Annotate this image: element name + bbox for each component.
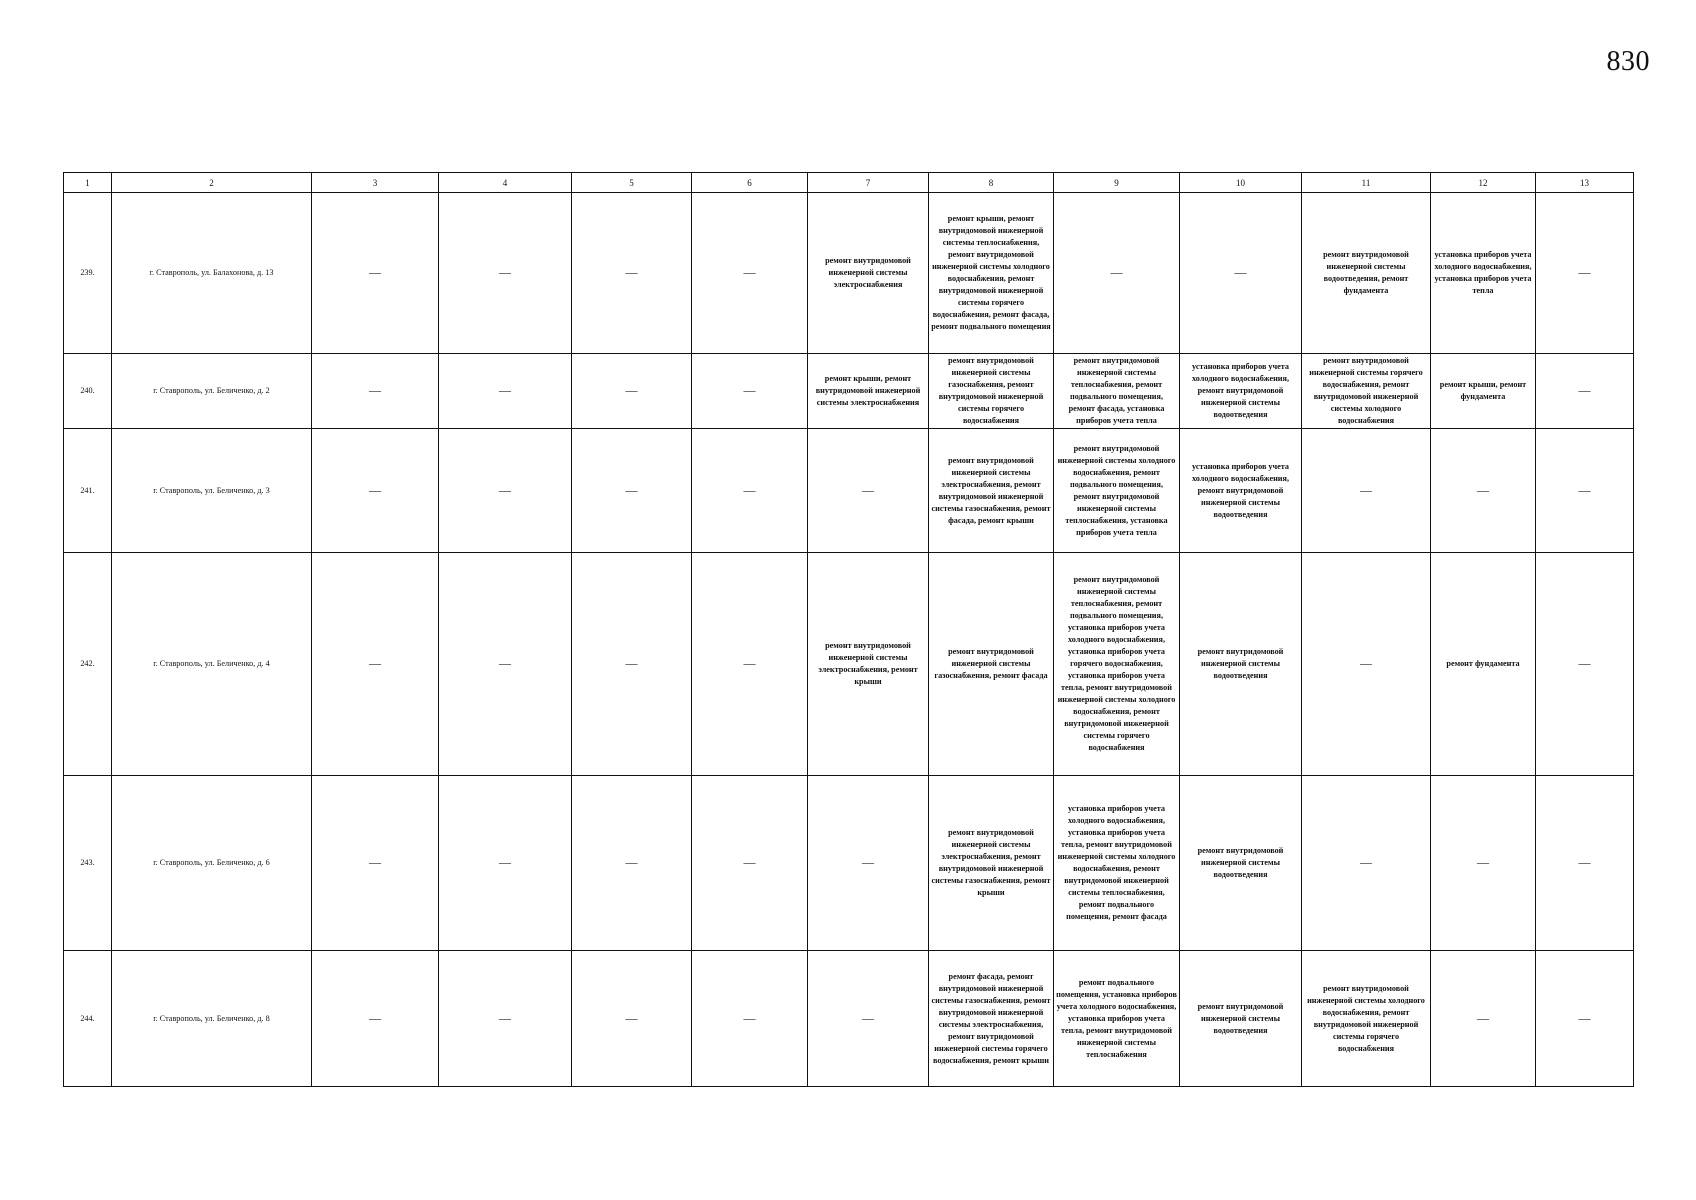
cell [572, 193, 692, 354]
cell [439, 193, 572, 354]
dash-mark: — [625, 855, 638, 869]
dash-mark: — [499, 1010, 511, 1025]
cell [312, 354, 439, 429]
cell [1536, 951, 1634, 1087]
address-cell: г. Ставрополь, ул. Беличенко, д. 6 [112, 776, 312, 951]
address-cell: г. Ставрополь, ул. Беличенко, д. 8 [112, 951, 312, 1087]
table-row [64, 354, 1634, 429]
dash-mark: — [1477, 482, 1489, 497]
dash-mark: — [743, 855, 756, 869]
cell [439, 951, 572, 1087]
dash-mark: — [1360, 482, 1372, 497]
cell [1431, 776, 1536, 951]
dash-mark: — [743, 482, 756, 497]
cell [692, 429, 808, 553]
column-header: 3 [312, 173, 439, 193]
page-number: 830 [1606, 46, 1650, 77]
work-cell: ремонт внутридомовой инженерной системы водоотведения, ремонт фундамента [1302, 193, 1431, 354]
dash-mark: — [1578, 383, 1591, 397]
table-row [64, 429, 1634, 553]
row-number: 244. [64, 951, 112, 1087]
cell [1536, 193, 1634, 354]
cell [572, 776, 692, 951]
work-cell: ремонт внутридомовой инженерной системы горячего водоснабжения, ремонт внутридомовой инженерной системы холодного водоснабжения [1302, 354, 1431, 429]
dash-mark: — [369, 265, 381, 279]
row-number: 241. [64, 429, 112, 553]
cell [1431, 429, 1536, 553]
dash-mark: — [862, 1010, 874, 1025]
cell [692, 951, 808, 1087]
cell [1302, 553, 1431, 776]
cell [312, 193, 439, 354]
dash-mark: — [743, 265, 756, 279]
cell [1536, 429, 1634, 553]
cell [312, 776, 439, 951]
column-header: 13 [1536, 173, 1634, 193]
cell [572, 553, 692, 776]
dash-mark: — [369, 855, 381, 869]
column-header: 7 [808, 173, 929, 193]
dash-mark: — [1477, 855, 1489, 869]
address-cell: г. Ставрополь, ул. Беличенко, д. 4 [112, 553, 312, 776]
work-cell: установка приборов учета холодного водоснабжения, ремонт внутридомовой инженерной системы водоотведения [1180, 429, 1302, 553]
cell [439, 429, 572, 553]
row-number: 243. [64, 776, 112, 951]
dash-mark: — [1360, 656, 1372, 670]
cell [1180, 193, 1302, 354]
table-row [64, 776, 1634, 951]
work-cell: ремонт подвального помещения, установка приборов учета холодного водоснабжения, установка приборов учета тепла, ремонт внутридомовой инженерной системы теплоснабжения [1054, 951, 1180, 1087]
cell [572, 354, 692, 429]
work-cell: ремонт внутридомовой инженерной системы электроснабжения [808, 193, 929, 354]
cell [439, 354, 572, 429]
cell [1302, 776, 1431, 951]
table-row [64, 193, 1634, 354]
work-cell: ремонт крыши, ремонт внутридомовой инженерной системы электроснабжения [808, 354, 929, 429]
cell [439, 776, 572, 951]
cell [692, 553, 808, 776]
repair-schedule-table [63, 172, 1634, 1087]
dash-mark: — [625, 482, 638, 497]
cell [692, 776, 808, 951]
address-cell: г. Ставрополь, ул. Беличенко, д. 3 [112, 429, 312, 553]
table-row [64, 553, 1634, 776]
column-header: 1 [64, 173, 112, 193]
work-cell: ремонт внутридомовой инженерной системы газоснабжения, ремонт фасада [929, 553, 1054, 776]
cell [692, 193, 808, 354]
dash-mark: — [369, 482, 381, 497]
cell [572, 951, 692, 1087]
work-cell: ремонт крыши, ремонт внутридомовой инженерной системы теплоснабжения, ремонт внутридомовой инженерной системы холодного водоснабжения, ремонт внутридомовой инженерной системы горячего водоснабжения, ремонт фасада, ремонт подвального помещения [929, 193, 1054, 354]
dash-mark: — [625, 1010, 638, 1025]
dash-mark: — [1360, 855, 1372, 869]
cell [312, 553, 439, 776]
work-cell: ремонт внутридомовой инженерной системы теплоснабжения, ремонт подвального помещения, ремонт фасада, установка приборов учета тепла [1054, 354, 1180, 429]
dash-mark: — [499, 656, 511, 670]
dash-mark: — [625, 265, 638, 279]
column-header: 6 [692, 173, 808, 193]
column-header: 8 [929, 173, 1054, 193]
work-cell: ремонт внутридомовой инженерной системы газоснабжения, ремонт внутридомовой инженерной системы горячего водоснабжения [929, 354, 1054, 429]
work-cell: ремонт внутридомовой инженерной системы водоотведения [1180, 776, 1302, 951]
work-cell: ремонт крыши, ремонт фундамента [1431, 354, 1536, 429]
dash-mark: — [1578, 1010, 1591, 1025]
dash-mark: — [369, 656, 381, 670]
column-header: 9 [1054, 173, 1180, 193]
cell [808, 429, 929, 553]
cell [572, 429, 692, 553]
work-cell: ремонт внутридомовой инженерной системы холодного водоснабжения, ремонт внутридомовой инженерной системы горячего водоснабжения [1302, 951, 1431, 1087]
dash-mark: — [625, 656, 638, 670]
cell [439, 553, 572, 776]
dash-mark: — [743, 656, 756, 670]
dash-mark: — [1578, 855, 1591, 869]
dash-mark: — [1477, 1010, 1489, 1025]
column-header: 4 [439, 173, 572, 193]
work-cell: ремонт внутридомовой инженерной системы теплоснабжения, ремонт подвального помещения, установка приборов учета холодного водоснабжения, установка приборов учета горячего водоснабжения, установка приборов учета тепла, ремонт внутридомовой инженерной системы холодного водоснабжения, ремонт внутридомовой инженерной системы горячего водоснабжения [1054, 553, 1180, 776]
work-cell: ремонт фасада, ремонт внутридомовой инженерной системы газоснабжения, ремонт внутридомовой инженерной системы электроснабжения, ремонт внутридомовой инженерной системы горячего водоснабжения, ремонт крыши [929, 951, 1054, 1087]
row-number: 239. [64, 193, 112, 354]
work-cell: ремонт внутридомовой инженерной системы водоотведения [1180, 951, 1302, 1087]
dash-mark: — [499, 265, 511, 279]
address-cell: г. Ставрополь, ул. Беличенко, д. 2 [112, 354, 312, 429]
column-header: 12 [1431, 173, 1536, 193]
work-cell: ремонт внутридомовой инженерной системы холодного водоснабжения, ремонт подвального помещения, ремонт внутридомовой инженерной системы теплоснабжения, установка приборов учета тепла [1054, 429, 1180, 553]
dash-mark: — [1578, 482, 1591, 497]
work-cell: установка приборов учета холодного водоснабжения, установка приборов учета тепла [1431, 193, 1536, 354]
column-header: 2 [112, 173, 312, 193]
dash-mark: — [499, 383, 511, 397]
cell [1431, 951, 1536, 1087]
cell [808, 951, 929, 1087]
table-header [64, 173, 1634, 193]
cell [808, 776, 929, 951]
cell [1536, 553, 1634, 776]
dash-mark: — [499, 855, 511, 869]
column-header: 5 [572, 173, 692, 193]
dash-mark: — [1578, 656, 1591, 670]
dash-mark: — [862, 482, 874, 497]
work-cell: установка приборов учета холодного водоснабжения, установка приборов учета тепла, ремонт внутридомовой инженерной системы холодного водоснабжения, ремонт внутридомовой инженерной системы теплоснабжения, ремонт подвального помещения, ремонт фасада [1054, 776, 1180, 951]
dash-mark: — [743, 383, 756, 397]
table-row [64, 951, 1634, 1087]
cell [692, 354, 808, 429]
work-cell: установка приборов учета холодного водоснабжения, ремонт внутридомовой инженерной системы водоотведения [1180, 354, 1302, 429]
work-cell: ремонт внутридомовой инженерной системы электроснабжения, ремонт внутридомовой инженерной системы газоснабжения, ремонт крыши [929, 776, 1054, 951]
dash-mark: — [369, 1010, 381, 1025]
cell [1536, 354, 1634, 429]
column-header: 11 [1302, 173, 1431, 193]
header-row [64, 173, 1634, 193]
dash-mark: — [1110, 265, 1123, 279]
row-number: 242. [64, 553, 112, 776]
cell [1536, 776, 1634, 951]
cell [1302, 429, 1431, 553]
dash-mark: — [625, 383, 638, 397]
dash-mark: — [1578, 265, 1591, 279]
address-cell: г. Ставрополь, ул. Балахонова, д. 13 [112, 193, 312, 354]
row-number: 240. [64, 354, 112, 429]
work-cell: ремонт фундамента [1431, 553, 1536, 776]
work-cell: ремонт внутридомовой инженерной системы электроснабжения, ремонт крыши [808, 553, 929, 776]
cell [1054, 193, 1180, 354]
dash-mark: — [743, 1010, 756, 1025]
cell [312, 429, 439, 553]
table-body [64, 193, 1634, 1087]
dash-mark: — [1234, 265, 1247, 279]
dash-mark: — [369, 383, 381, 397]
work-cell: ремонт внутридомовой инженерной системы водоотведения [1180, 553, 1302, 776]
work-cell: ремонт внутридомовой инженерной системы электроснабжения, ремонт внутридомовой инженерной системы газоснабжения, ремонт фасада, ремонт крыши [929, 429, 1054, 553]
column-header: 10 [1180, 173, 1302, 193]
cell [312, 951, 439, 1087]
dash-mark: — [862, 855, 874, 869]
dash-mark: — [499, 482, 511, 497]
